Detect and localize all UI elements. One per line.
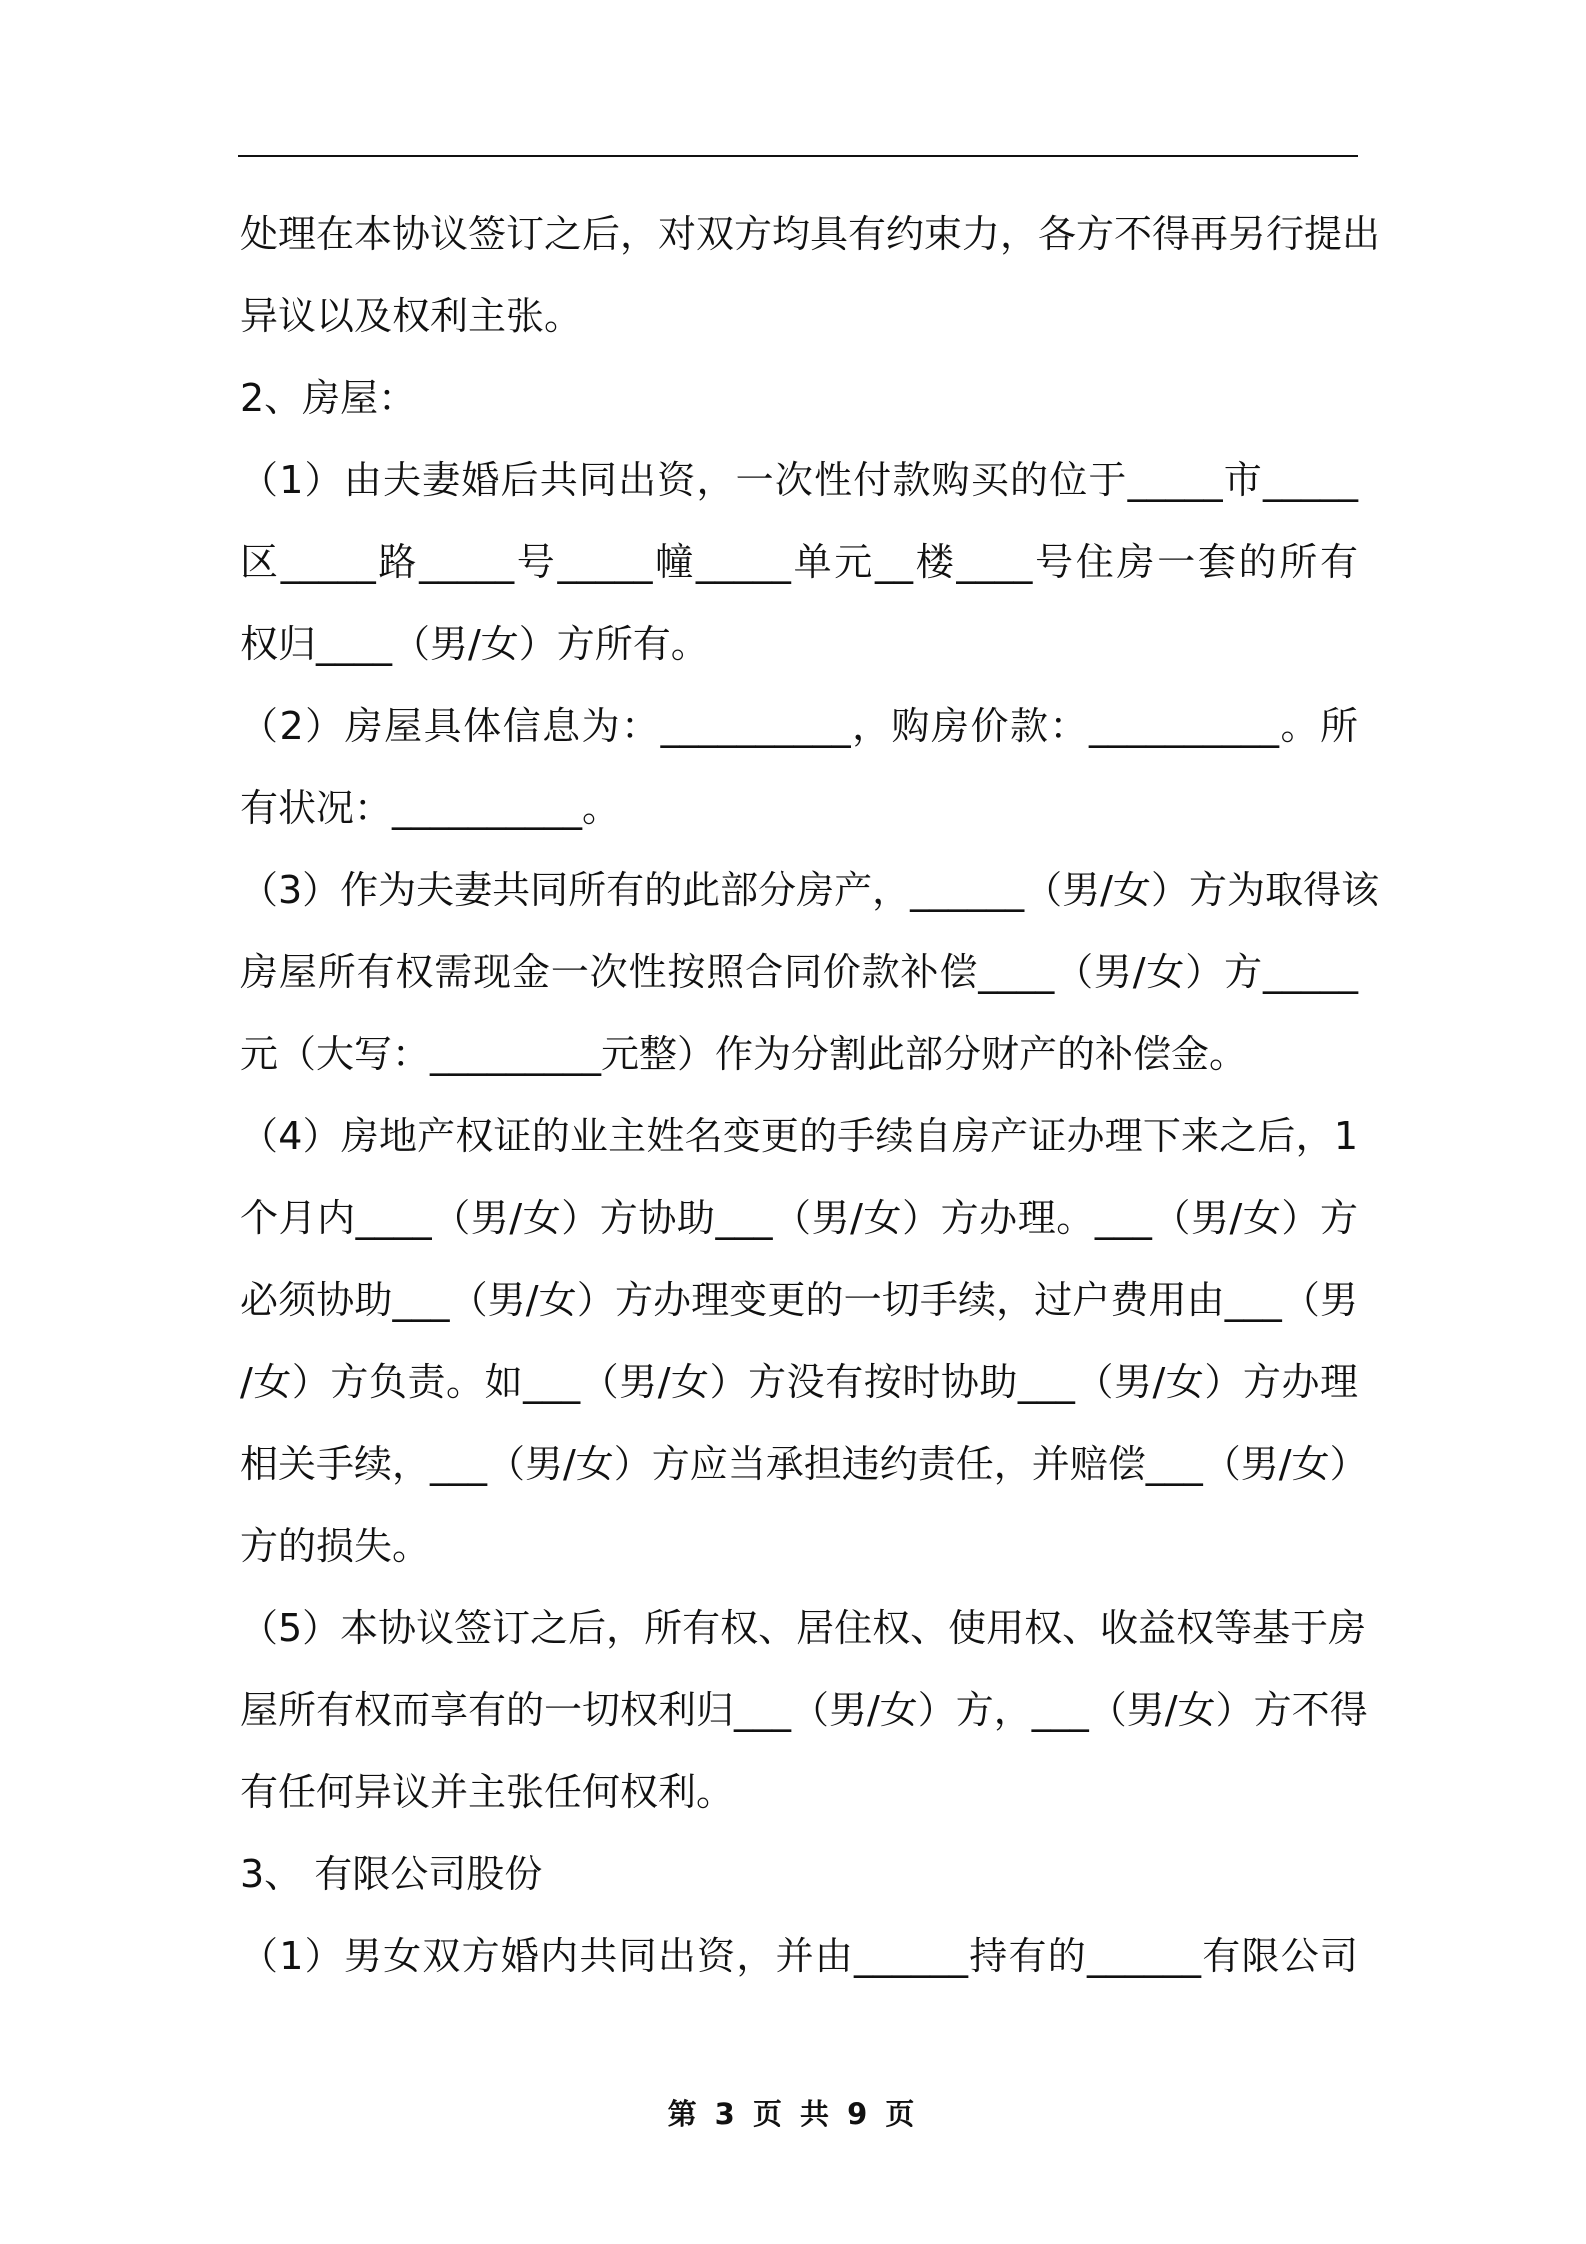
text-line-18: （5）本协议签订之后，所有权、居住权、使用权、收益权等基于房 [240,1606,1367,1650]
text-line-22: （1）男女双方婚内共同出资，并由______持有的______有限公司 [240,1934,1358,1978]
text-line-1: 处理在本协议签订之后，对双方均具有约束力，各方不得再另行提出 [240,212,1381,256]
text-line-12: （4）房地产权证的业主姓名变更的手续自房产证办理下来之后，1 [240,1114,1358,1158]
text-line-5: 区_____路_____号_____幢_____单元__楼____号住房一套的所有 [240,540,1358,584]
text-line-7: （2）房屋具体信息为：__________，购房价款：__________。所 [240,704,1358,748]
text-line-9: （3）作为夫妻共同所有的此部分房产，______（男/女）方为取得该 [240,868,1379,912]
text-line-2: 异议以及权利主张。 [240,294,583,338]
text-line-8: 有状况：__________。 [240,786,621,830]
text-line-17: 方的损失。 [240,1524,431,1568]
text-line-11: 元（大写：_________元整）作为分割此部分财产的补偿金。 [240,1032,1248,1076]
text-line-4: （1）由夫妻婚后共同出资，一次性付款购买的位于_____市_____ [240,458,1358,502]
text-line-15: /女）方负责。如___（男/女）方没有按时协助___（男/女）方办理 [240,1360,1358,1404]
document-body [240,198,1381,2002]
header-rule [238,155,1358,157]
text-line-20: 有任何异议并主张任何权利。 [240,1770,735,1814]
text-line-19: 屋所有权而享有的一切权利归___（男/女）方，___（男/女）方不得 [240,1688,1368,1732]
text-line-6: 权归____（男/女）方所有。 [240,622,709,666]
page-number: 第 3 页 共 9 页 [667,2097,919,2131]
text-line-16: 相关手续，___（男/女）方应当承担违约责任，并赔偿___（男/女） [240,1442,1368,1486]
text-line-14: 必须协助___（男/女）方办理变更的一切手续，过户费用由___（男 [240,1278,1358,1322]
text-line-10: 房屋所有权需现金一次性按照合同价款补偿____（男/女）方_____ [240,950,1358,994]
section-heading-house: 2、房屋： [240,376,417,420]
section-heading-company-shares: 3、 有限公司股份 [240,1852,543,1896]
text-line-13: 个月内____（男/女）方协助___（男/女）方办理。___（男/女）方 [240,1196,1358,1240]
